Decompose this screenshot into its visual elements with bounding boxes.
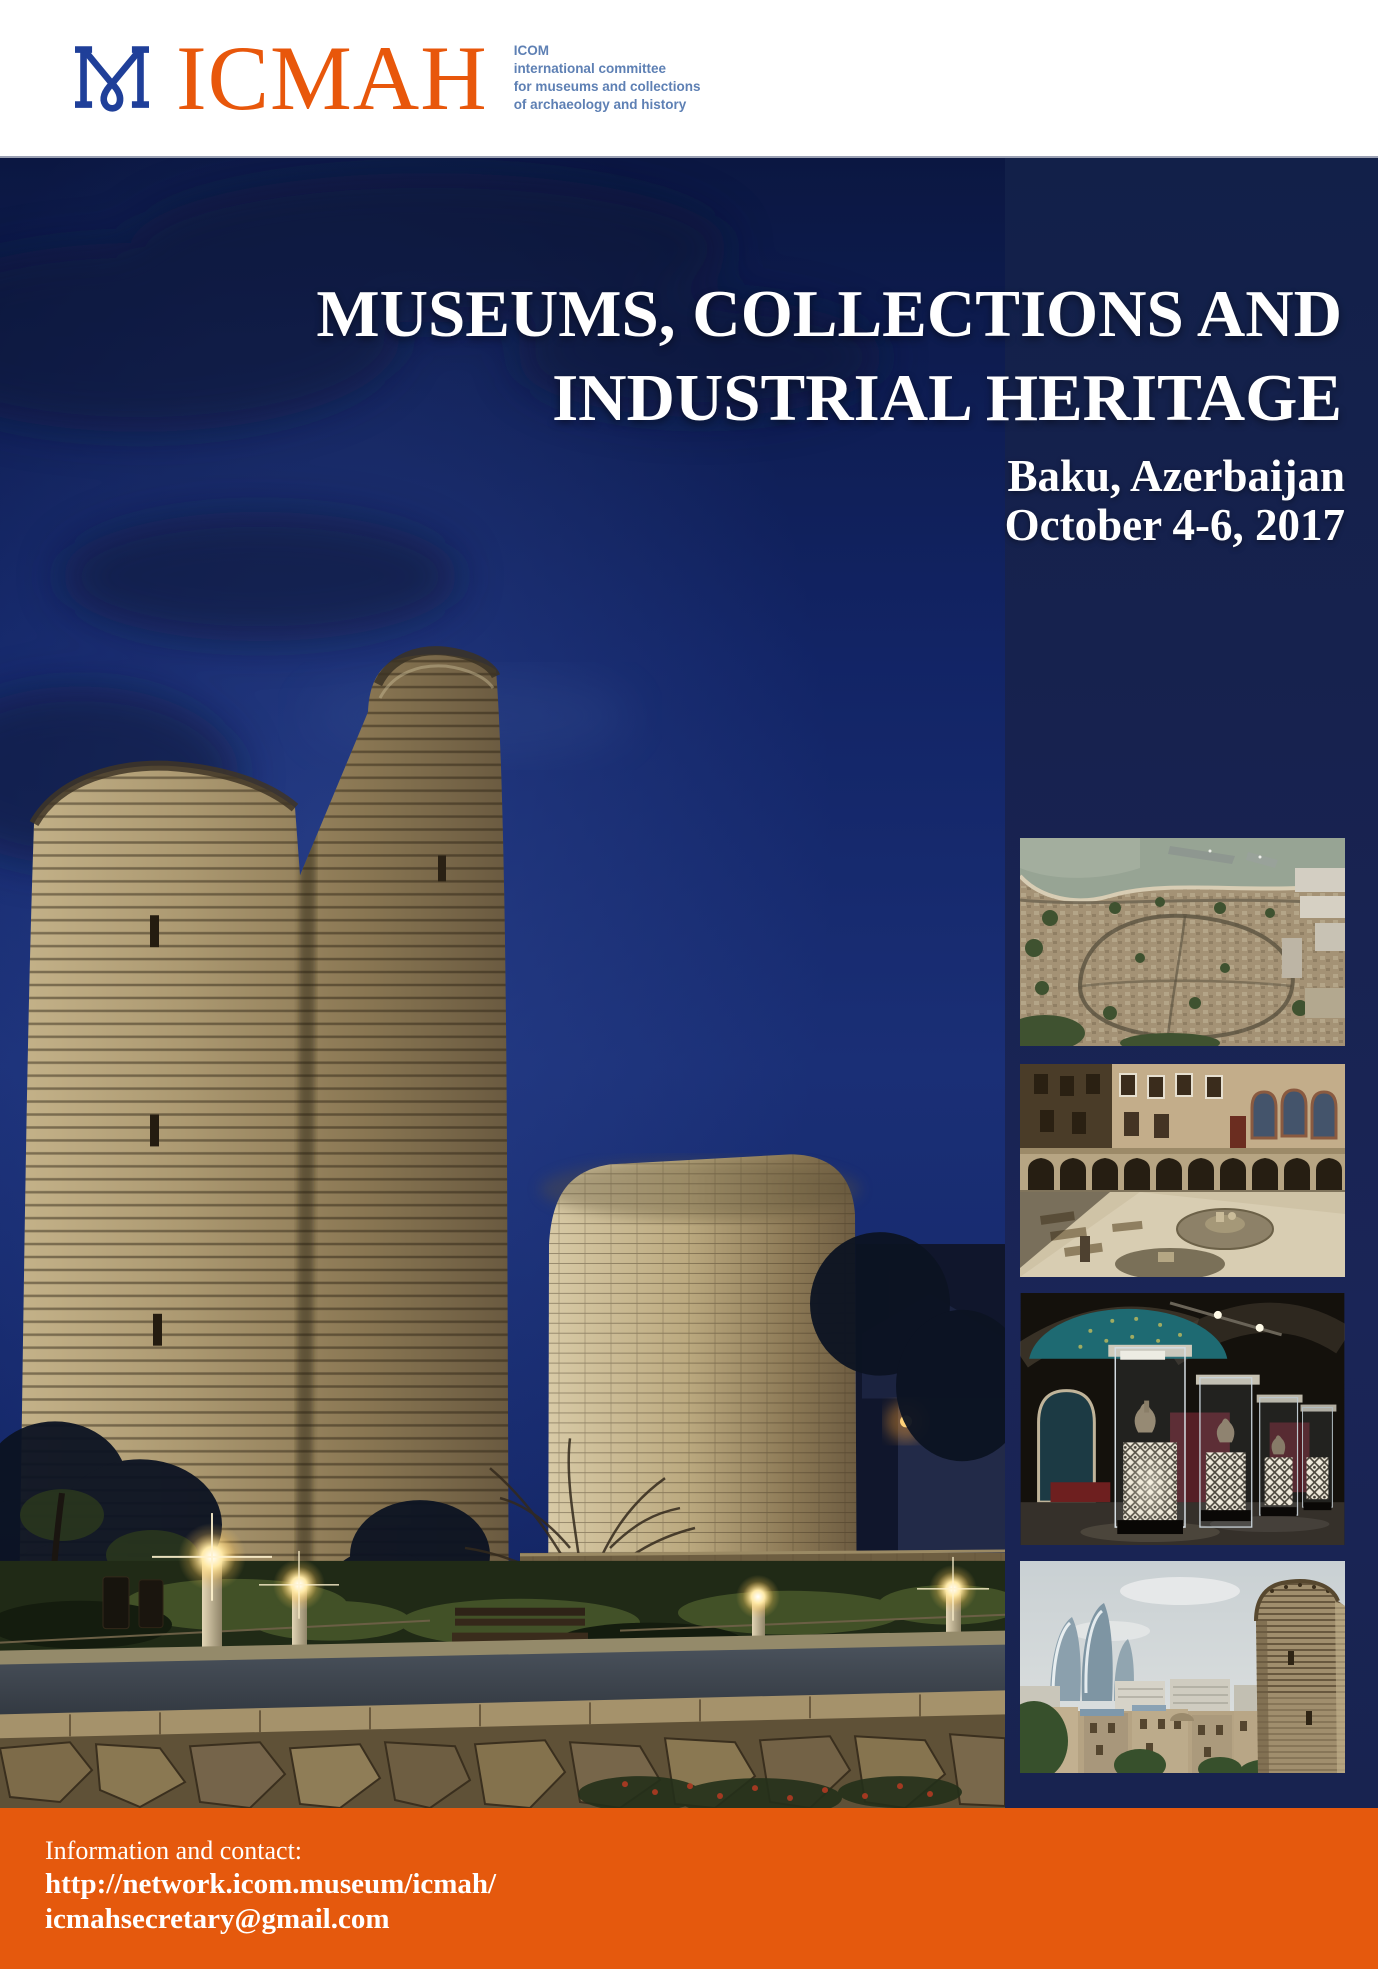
header-band: [0, 0, 1378, 158]
contact-url: http://network.icom.museum/icmah/: [45, 1868, 497, 1900]
poster-title: [316, 272, 1342, 440]
subtitle-dates: October 4-6, 2017: [1004, 500, 1345, 550]
icmah-monogram-icon: [70, 41, 154, 115]
thumbnail-baku-skyline: [1020, 1561, 1345, 1773]
org-description: [514, 42, 701, 114]
trash-bin: [139, 1580, 163, 1628]
org-line-2: international committee: [513, 61, 666, 76]
maiden-tower-closeup: [1250, 1581, 1345, 1773]
subtitle-location: Baku, Azerbaijan: [1007, 451, 1345, 501]
org-line-4: of archaeology and history: [513, 97, 687, 112]
org-line-1: ICOM: [513, 43, 549, 58]
contact-email: icmahsecretary@gmail.com: [45, 1903, 390, 1935]
title-line-2: INDUSTRIAL HERITAGE: [552, 361, 1342, 435]
poster-subtitle: [1005, 452, 1345, 550]
title-line-1: MUSEUMS, COLLECTIONS AND: [316, 277, 1342, 351]
trash-bin: [103, 1577, 129, 1629]
footer-contact-band: [0, 1808, 1378, 1969]
thumbnail-caravanserai-courtyard: [1020, 1064, 1345, 1277]
icmah-wordmark: ICMAH: [176, 27, 488, 129]
contact-label: Information and contact:: [45, 1836, 303, 1865]
thumbnail-old-city-aerial: [1020, 838, 1345, 1046]
thumbnail-museum-interior: [1020, 1293, 1345, 1545]
wall-flowers: [578, 1776, 962, 1808]
org-line-3: for museums and collections: [513, 79, 701, 94]
